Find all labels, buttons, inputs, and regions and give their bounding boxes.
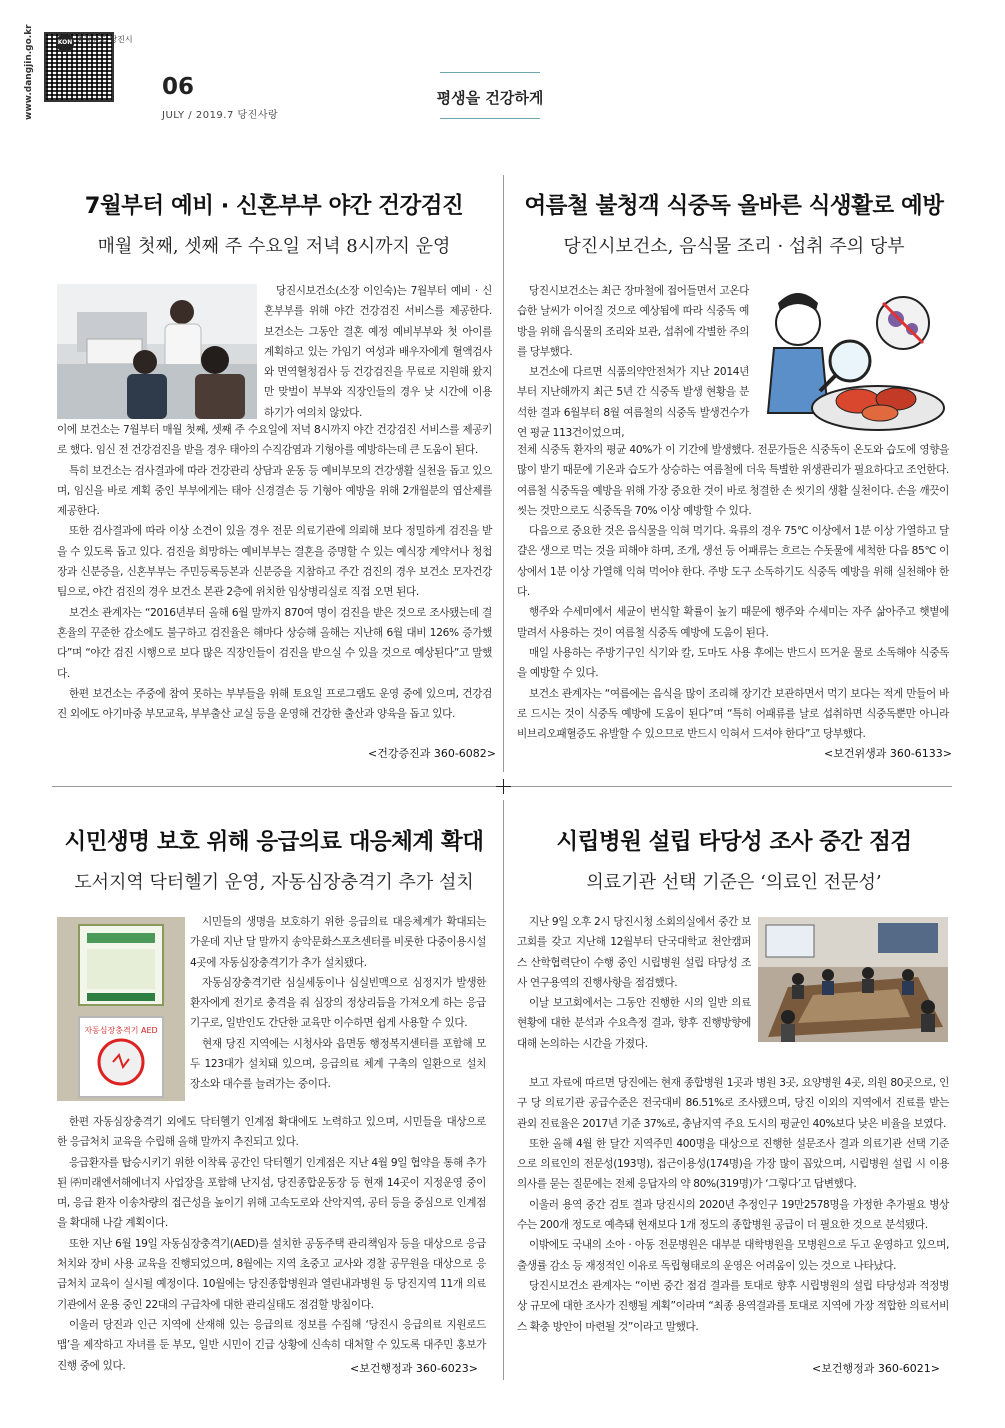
body-paragraph: 행주와 수세미에서 세균이 번식할 확률이 높기 때문에 행주와 수세미는 자주 삶아주고 햇볕에 말려서 사용하는 것이 여름철 식중독 예방에 도움이 된다. <box>517 606 949 639</box>
body-paragraph: 또한 검사결과에 따라 이상 소견이 있을 경우 전문 의료기관에 의뢰해 보다 정밀하게 검진을 받을 수 있도록 돕고 있다. 검진을 희망하는 예비부부는 결혼을 증명할 수 있는 예식장 계약서나 청첩장과 신분증을, 신혼부부는 주민등록등본과 신분증을 지참하고 주간 검진의 경우 보건소 모자건강팀으로, 야간 검진의 경우 보건소 본관 2층에 위치한 임상병리실로 직접 오면 된다. <box>57 525 492 599</box>
lead-paragraph: 당진시보건소(소장 이인숙)는 7월부터 예비 · 신혼부부를 위해 야간 건강검진 서비스를 제공한다. 보건소는 그동안 결혼 예정 예비부부와 첫 아이를 계획하고 있는 가임기 여성과 배우자에게 혈액검사와 면역혈청검사 등 건강검진을 무료로 지원해 왔지만 맞벌이 부부와 직장인들의 경우 낮 시간에 이용하기가 여의치 않았다. <box>264 285 492 419</box>
aed-sign-text: 자동심장충격기 AED <box>84 1026 158 1035</box>
body-paragraph: 이에 보건소는 7월부터 매월 첫째, 셋째 주 수요일에 저녁 8시까지 야간 건강검진 서비스를 제공키로 했다. 임신 전 건강검진을 받을 경우 태아의 수직감염과 기형아를 예방하는데 큰 도움이 된다. <box>57 424 492 457</box>
article-title: 시민생명 보호 위해 응급의료 대응체계 확대 <box>64 829 484 855</box>
article-lead <box>517 912 751 1054</box>
body-paragraph: 매일 사용하는 주방기구인 식기와 칼, 도마도 사용 후에는 반드시 뜨거운 물로 소독해야 식중독을 예방할 수 있다. <box>517 646 949 680</box>
body-paragraph: 한편 자동심장충격기 외에도 닥터헬기 인계점 확대에도 노력하고 있으며, 시민들을 대상으로 한 응급처치 교육을 수립해 올해 말까지 추진되고 있다. <box>57 1116 486 1149</box>
lead-paragraph: 현재 당진 지역에는 시청사와 읍면동 행정복지센터를 포함해 모두 123대가 설치돼 있으며, 응급의료 체계 구축의 일환으로 설치 장소와 대수를 늘려가는 중이다. <box>190 1037 486 1091</box>
contact-info: <건강증진과 360-6082> <box>368 747 497 760</box>
contact-info: <보건위생과 360-6133> <box>824 747 953 760</box>
body-paragraph: 응급환자를 탑승시키기 위한 이착륙 공간인 닥터헬기 인계점은 지난 4월 9일 협약을 통해 추가된 ㈜미래엔서해에너지 사업장을 포함해 난지섬, 당진종합운동장 등 현재 14곳이 지정운영 중이며, 응급 환자 이송차량의 접근성을 높이기 위해 고속도로와 산악지역, 공터 등을 중심으로 인계점을 확대해 나갈 계획이다. <box>57 1156 486 1230</box>
article-subtitle: 매월 첫째, 셋째 주 수요일 저녁 8시까지 운영 <box>97 236 451 257</box>
body-paragraph: 또한 올해 4월 한 달간 지역주민 400명을 대상으로 진행한 설문조사 결과 의료기관 선택 기준으로 의료인의 전문성(193명), 접근이용성(174명)을 가장 많이 꼽았으며, 시립병원 설립 시 이용의사를 묻는 질문에는 전체 응답자의 약 80%(319명)가 ‘그렇다’고 답변했다. <box>517 1137 949 1191</box>
body-paragraph: 보건소 관계자는 “2016년부터 올해 6월 말까지 870여 명이 검진을 받은 것으로 조사됐는데 결혼율의 꾸준한 감소에도 불구하고 검진율은 해마다 상승해 올해는 지난해 6월 대비 126% 증가했다”며 “야간 검진 시행으로 보다 많은 직장인들이 검진을 받으실 수 있을 것으로 예상된다”고 말했다. <box>57 606 492 680</box>
city-logo: KON <box>56 34 74 52</box>
lead-paragraph: 이날 보고회에서는 그동안 진행한 시의 일반 의료현황에 대한 분석과 수요측정 결과, 향후 진행방향에 대해 논의하는 시간을 가졌다. <box>517 997 751 1050</box>
section-rule-top <box>440 72 540 73</box>
section-title: 평생을 건강하게 <box>436 89 544 107</box>
lead-paragraph: 보건소에 다르면 식품의약안전처가 지난 2014년부터 지난해까지 최근 5년 간 식중독 발생 현황을 분석한 결과 6월부터 8월 여름철의 식중독 발생건수가 연 평균 113건이었으며, <box>517 366 749 440</box>
contact-info: <보건행정과 360-6021> <box>812 1362 941 1375</box>
article-body <box>517 1073 949 1337</box>
column-divider-bottom <box>503 800 504 1380</box>
crosshair-mark <box>496 779 511 794</box>
section-rule-bottom <box>440 118 540 119</box>
food-illustration <box>758 283 948 438</box>
issue-info: JULY / 2019.7 당진사랑 <box>162 110 279 121</box>
body-paragraph: 보고 자료에 따르면 당진에는 현재 종합병원 1곳과 병원 3곳, 요양병원 4곳, 의원 80곳으로, 인구 당 의료기관 공급수준은 전국대비 86.51%로 조사됐으며, 당진 이외의 지역에서 진료를 받는 관외 진료율은 2017년 기준 37%로, 충남지역 주요 도시의 평균인 40%보다 낮은 비율을 보였다. <box>517 1077 949 1130</box>
article-lead <box>517 281 749 443</box>
article-title: 여름철 불청객 식중독 올바른 식생활로 예방 <box>524 193 944 219</box>
body-paragraph: 또한 지난 6월 19일 자동심장충격기(AED)를 설치한 공동주택 관리책임자 등을 대상으로 응급처치와 장비 사용 교육을 진행되었으며, 8월에는 지역 초중고 교사와 경찰 공무원을 대상으로 응급처치 교육이 실시될 예정이다. 10월에는 당진종합병원과 열린내과병원 등 당진지역 11개 의료기관에서 운용 중인 22대의 구급차에 대한 관리실태도 점검할 방침이다. <box>57 1237 486 1311</box>
city-url[interactable]: www.dangjin.go.kr <box>24 24 34 120</box>
article-subtitle: 의료기관 선택 기준은 ‘의료인 전문성’ <box>586 872 882 893</box>
article-body <box>517 440 949 744</box>
page-number: 06 <box>162 74 195 100</box>
lead-paragraph: 시민들의 생명을 보호하기 위한 응급의료 대응체계가 확대되는 가운데 지난 달 말까지 송악문화스포츠센터를 비롯한 다중이용시설 4곳에 자동심장충격기가 추가 설치됐다. <box>190 916 486 969</box>
lead-paragraph: 자동심장충격기란 심실세동이나 심실빈맥으로 심정지가 발생한 환자에게 전기로 충격을 줘 심장의 정상리듬을 가져오게 하는 응급 기구로, 일반인도 간단한 교육만 이수하면 쉽게 사용할 수 있다. <box>190 976 486 1030</box>
city-name: 충청남도 당진시 <box>76 35 133 44</box>
aed-photo <box>57 917 185 1101</box>
article-title: 7월부터 예비 · 신혼부부 야간 건강검진 <box>84 193 464 219</box>
body-paragraph: 다음으로 중요한 것은 음식물을 익혀 먹기다. 육류의 경우 75℃ 이상에서 1분 이상 가열하고 달걀은 생으로 먹는 것을 피해야 하며, 조개, 생선 등 어패류는 흐르는 수돗물에 세척한 다음 85℃ 이상에서 1분 이상 가열해 익혀 먹어야 한다. 주방 도구 소독하기도 식중독 예방을 위해 실천해야 한다. <box>517 525 949 599</box>
body-paragraph: 당진시보건소 관계자는 “이번 중간 점검 결과를 토대로 향후 시립병원의 설립 타당성과 적정병상 규모에 대한 조사가 진행될 계획”이라며 “최종 용역결과를 토대로 지역에 가장 적합한 의료서비스 확충 방안이 마련될 것”이라고 말했다. <box>517 1279 949 1333</box>
body-paragraph: 보건소 관계자는 “여름에는 음식을 많이 조리해 장기간 보관하면서 먹기 보다는 적게 만들어 바로 드시는 것이 식중독 예방에 도움이 된다”며 “특히 어패류를 날로 섭취하면 식중독뿐만 아니라 비브리오패혈증도 유발할 수 있으므로 반드시 익혀서 드셔야 한다”고 당부했다. <box>517 687 949 741</box>
article-body <box>57 1112 486 1376</box>
contact-info: <보건행정과 360-6023> <box>350 1362 479 1375</box>
body-paragraph: 이울러 당진과 인근 지역에 산재해 있는 응급의료 정보를 수집해 ‘당진시 응급의료 지원로드맵’을 제작하고 자녀를 둔 부모, 일반 시민이 긴급 상황에 신속히 대처할 수 있도록 대주민 홍보가 진행 중에 있다. <box>57 1318 486 1372</box>
article-body <box>57 420 492 724</box>
article-title: 시립병원 설립 타당성 조사 중간 점검 <box>556 829 912 855</box>
clinic-photo <box>57 284 257 419</box>
article-lead <box>190 912 486 1095</box>
article-subtitle: 도서지역 닥터헬기 운영, 자동심장충격기 추가 설치 <box>74 872 474 893</box>
article-lead <box>264 281 492 423</box>
body-paragraph: 한편 보건소는 주중에 참여 못하는 부부들을 위해 토요일 프로그램도 운영 중에 있으며, 건강검진 외에도 아기마중 부모교육, 부부출산 교실 등을 운영해 건강한 출산과 양육을 돕고 있다. <box>57 687 492 721</box>
column-divider-top <box>503 175 504 772</box>
body-paragraph: 전체 식중독 환자의 평균 40%가 이 기간에 발생했다. 전문가들은 식중독이 온도와 습도에 영향을 많이 받기 때문에 기온과 습도가 상승하는 여름철에 더욱 특별한 위생관리가 필요하다고 조언한다. 여름철 식중독을 예방을 위해 가장 중요한 것이 바로 청결한 손 씻기의 생활 실천이다. 손을 깨끗이 씻는 것만으로도 식중독을 70% 이상 예방할 수 있다. <box>517 444 949 517</box>
body-paragraph: 특히 보건소는 검사결과에 따라 건강관리 상담과 운동 등 예비부모의 건강생활 실천을 돕고 있으며, 임신을 바로 계획 중인 부부에게는 태아 신경결손 등 기형아 예방을 위해 2개월분의 엽산제를 제공한다. <box>57 464 492 518</box>
body-paragraph: 이밖에도 국내의 소아 · 아동 전문병원은 대부분 대학병원을 모병원으로 두고 운영하고 있으며, 출생률 감소 등 재정적인 이유로 독립형태로의 운영은 어려움이 있는 것으로 나타났다. <box>517 1239 949 1272</box>
lead-paragraph: 당진시보건소는 최근 장마철에 접어들면서 고온다습한 날씨가 이어질 것으로 예상됨에 따라 식중독 예방을 위해 음식물의 조리와 보관, 섭취에 각별한 주의를 당부했다. <box>517 285 749 358</box>
meeting-photo <box>758 917 948 1042</box>
body-paragraph: 이울러 용역 중간 검토 결과 당진시의 2020년 추정인구 19만2578명을 가정한 추가필요 병상 수는 200개 정도로 예측돼 현재보다 1개 정도의 종합병원 공급이 더 필요한 것으로 분석됐다. <box>517 1198 949 1232</box>
lead-paragraph: 지난 9일 오후 2시 당진시청 소회의실에서 중간 보고회를 갖고 지난해 12월부터 단국대학교 천안캠퍼스 산학협력단이 수행 중인 시립병원 설립 타당성 조사 연구용역의 진행사항을 점검했다. <box>517 916 751 989</box>
article-subtitle: 당진시보건소, 음식물 조리 · 섭취 주의 당부 <box>563 236 905 257</box>
